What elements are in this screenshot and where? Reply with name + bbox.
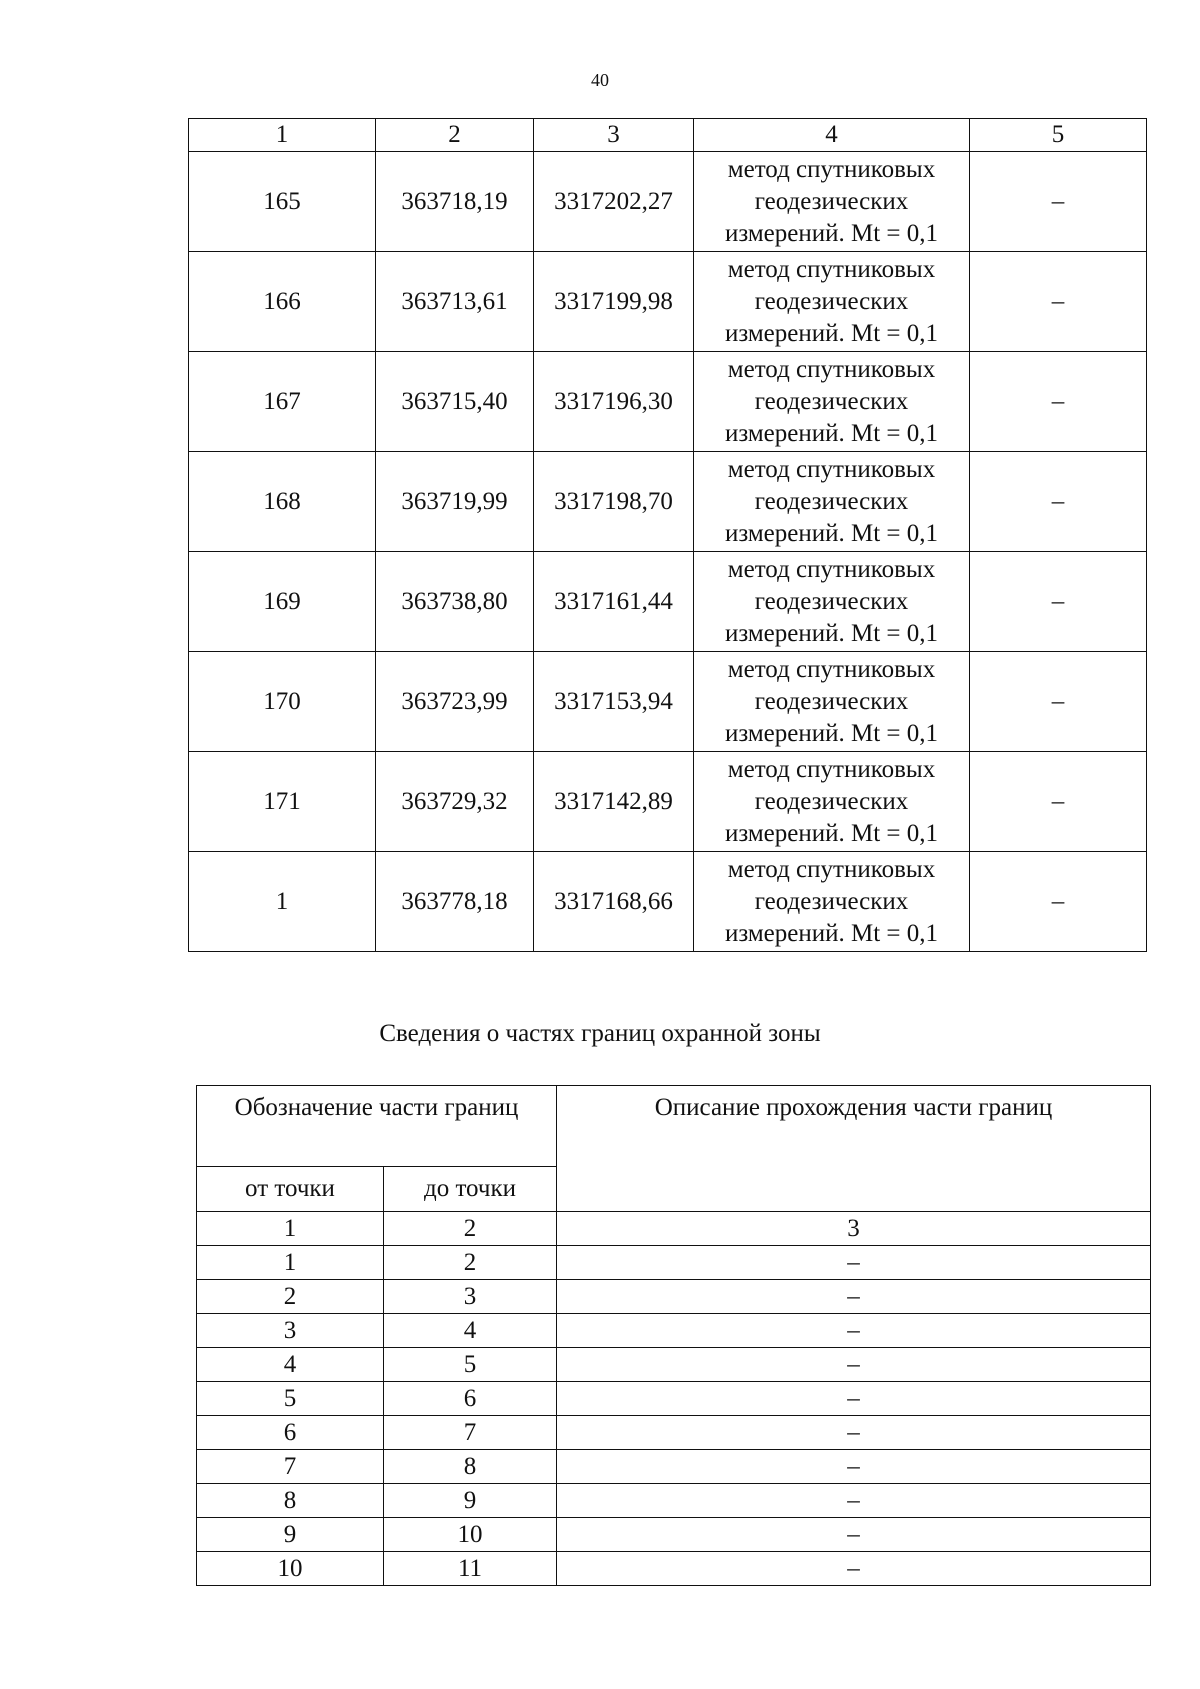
- table-row: [197, 1280, 1151, 1314]
- header-designation: Обозначение части границ: [197, 1086, 557, 1167]
- to-point: 3: [384, 1280, 557, 1314]
- method-line: геодезических: [754, 387, 909, 415]
- column-number: 1: [189, 119, 376, 152]
- header-to-point: до точки: [384, 1167, 557, 1212]
- x-coordinate: 363723,99: [376, 652, 534, 752]
- y-coordinate: 3317198,70: [534, 452, 694, 552]
- to-point: 9: [384, 1484, 557, 1518]
- y-coordinate: 3317196,30: [534, 352, 694, 452]
- y-coordinate: 3317202,27: [534, 152, 694, 252]
- parts-column-numbers-row: [197, 1212, 1151, 1246]
- description: –: [557, 1484, 1151, 1518]
- y-coordinate: 3317153,94: [534, 652, 694, 752]
- x-coordinate: 363778,18: [376, 852, 534, 952]
- y-coordinate: 3317168,66: [534, 852, 694, 952]
- from-point: 9: [197, 1518, 384, 1552]
- x-coordinate: 363718,19: [376, 152, 534, 252]
- column-number: 3: [534, 119, 694, 152]
- method-line: метод спутниковых: [727, 555, 936, 583]
- to-point: 4: [384, 1314, 557, 1348]
- from-point: 6: [197, 1416, 384, 1450]
- description: –: [557, 1314, 1151, 1348]
- note: –: [970, 152, 1147, 252]
- column-number: 1: [197, 1212, 384, 1246]
- method-line: измерений. Mt = 0,1: [724, 819, 939, 847]
- point-number: 170: [189, 652, 376, 752]
- y-coordinate: 3317161,44: [534, 552, 694, 652]
- method-line: геодезических: [754, 887, 909, 915]
- table-row: [189, 752, 1147, 852]
- page-number: 40: [591, 70, 609, 90]
- description: –: [557, 1416, 1151, 1450]
- method-line: геодезических: [754, 187, 909, 215]
- y-coordinate: 3317199,98: [534, 252, 694, 352]
- from-point: 10: [197, 1552, 384, 1586]
- method-line: измерений. Mt = 0,1: [724, 419, 939, 447]
- method: [694, 252, 970, 352]
- section-title: Сведения о частях границ охранной зоны: [379, 1020, 821, 1047]
- method-line: метод спутниковых: [727, 655, 936, 683]
- method-line: метод спутниковых: [727, 255, 936, 283]
- table-row: [197, 1552, 1151, 1586]
- method: [694, 652, 970, 752]
- point-number: 166: [189, 252, 376, 352]
- table-row: [189, 852, 1147, 952]
- column-number: 4: [694, 119, 970, 152]
- method-line: геодезических: [754, 687, 909, 715]
- method-line: измерений. Mt = 0,1: [724, 319, 939, 347]
- to-point: 2: [384, 1246, 557, 1280]
- note: –: [970, 752, 1147, 852]
- parts-header-row: [197, 1086, 1151, 1167]
- method: [694, 152, 970, 252]
- description: –: [557, 1246, 1151, 1280]
- note: –: [970, 552, 1147, 652]
- table-row: [197, 1484, 1151, 1518]
- table-row: [189, 352, 1147, 452]
- column-number: 5: [970, 119, 1147, 152]
- table-row: [189, 552, 1147, 652]
- note: –: [970, 652, 1147, 752]
- method: [694, 852, 970, 952]
- point-number: 168: [189, 452, 376, 552]
- x-coordinate: 363729,32: [376, 752, 534, 852]
- method-line: измерений. Mt = 0,1: [724, 619, 939, 647]
- method: [694, 452, 970, 552]
- method-line: метод спутниковых: [727, 355, 936, 383]
- point-number: 169: [189, 552, 376, 652]
- table-row: [189, 252, 1147, 352]
- x-coordinate: 363719,99: [376, 452, 534, 552]
- from-point: 5: [197, 1382, 384, 1416]
- from-point: 8: [197, 1484, 384, 1518]
- table-row: [189, 452, 1147, 552]
- table-row: [197, 1314, 1151, 1348]
- table-row: [197, 1450, 1151, 1484]
- method: [694, 552, 970, 652]
- boundary-parts-table: [196, 1085, 1151, 1586]
- table-row: [197, 1518, 1151, 1552]
- table-row: [197, 1246, 1151, 1280]
- method-line: геодезических: [754, 487, 909, 515]
- y-coordinate: 3317142,89: [534, 752, 694, 852]
- description: –: [557, 1450, 1151, 1484]
- from-point: 3: [197, 1314, 384, 1348]
- point-number: 165: [189, 152, 376, 252]
- method: [694, 352, 970, 452]
- method-line: геодезических: [754, 787, 909, 815]
- method-line: метод спутниковых: [727, 855, 936, 883]
- method-line: измерений. Mt = 0,1: [724, 919, 939, 947]
- column-number: 2: [376, 119, 534, 152]
- to-point: 11: [384, 1552, 557, 1586]
- to-point: 7: [384, 1416, 557, 1450]
- table-row: [189, 152, 1147, 252]
- method-line: метод спутниковых: [727, 455, 936, 483]
- from-point: 1: [197, 1246, 384, 1280]
- to-point: 10: [384, 1518, 557, 1552]
- method-line: измерений. Mt = 0,1: [724, 219, 939, 247]
- description: –: [557, 1518, 1151, 1552]
- coordinates-table: [188, 118, 1147, 952]
- description: –: [557, 1382, 1151, 1416]
- description: –: [557, 1552, 1151, 1586]
- description: –: [557, 1348, 1151, 1382]
- to-point: 8: [384, 1450, 557, 1484]
- method: [694, 752, 970, 852]
- table-row: [197, 1348, 1151, 1382]
- column-number: 2: [384, 1212, 557, 1246]
- point-number: 171: [189, 752, 376, 852]
- coordinates-header-row: [189, 119, 1147, 152]
- x-coordinate: 363715,40: [376, 352, 534, 452]
- to-point: 5: [384, 1348, 557, 1382]
- from-point: 4: [197, 1348, 384, 1382]
- method-line: геодезических: [754, 287, 909, 315]
- column-number: 3: [557, 1212, 1151, 1246]
- header-description: Описание прохождения части границ: [557, 1086, 1151, 1212]
- to-point: 6: [384, 1382, 557, 1416]
- x-coordinate: 363738,80: [376, 552, 534, 652]
- description: –: [557, 1280, 1151, 1314]
- x-coordinate: 363713,61: [376, 252, 534, 352]
- note: –: [970, 352, 1147, 452]
- point-number: 1: [189, 852, 376, 952]
- from-point: 7: [197, 1450, 384, 1484]
- method-line: геодезических: [754, 587, 909, 615]
- table-row: [189, 652, 1147, 752]
- method-line: метод спутниковых: [727, 155, 936, 183]
- note: –: [970, 452, 1147, 552]
- method-line: метод спутниковых: [727, 755, 936, 783]
- note: –: [970, 852, 1147, 952]
- method-line: измерений. Mt = 0,1: [724, 519, 939, 547]
- method-line: измерений. Mt = 0,1: [724, 719, 939, 747]
- table-row: [197, 1382, 1151, 1416]
- point-number: 167: [189, 352, 376, 452]
- note: –: [970, 252, 1147, 352]
- table-row: [197, 1416, 1151, 1450]
- from-point: 2: [197, 1280, 384, 1314]
- header-from-point: от точки: [197, 1167, 384, 1212]
